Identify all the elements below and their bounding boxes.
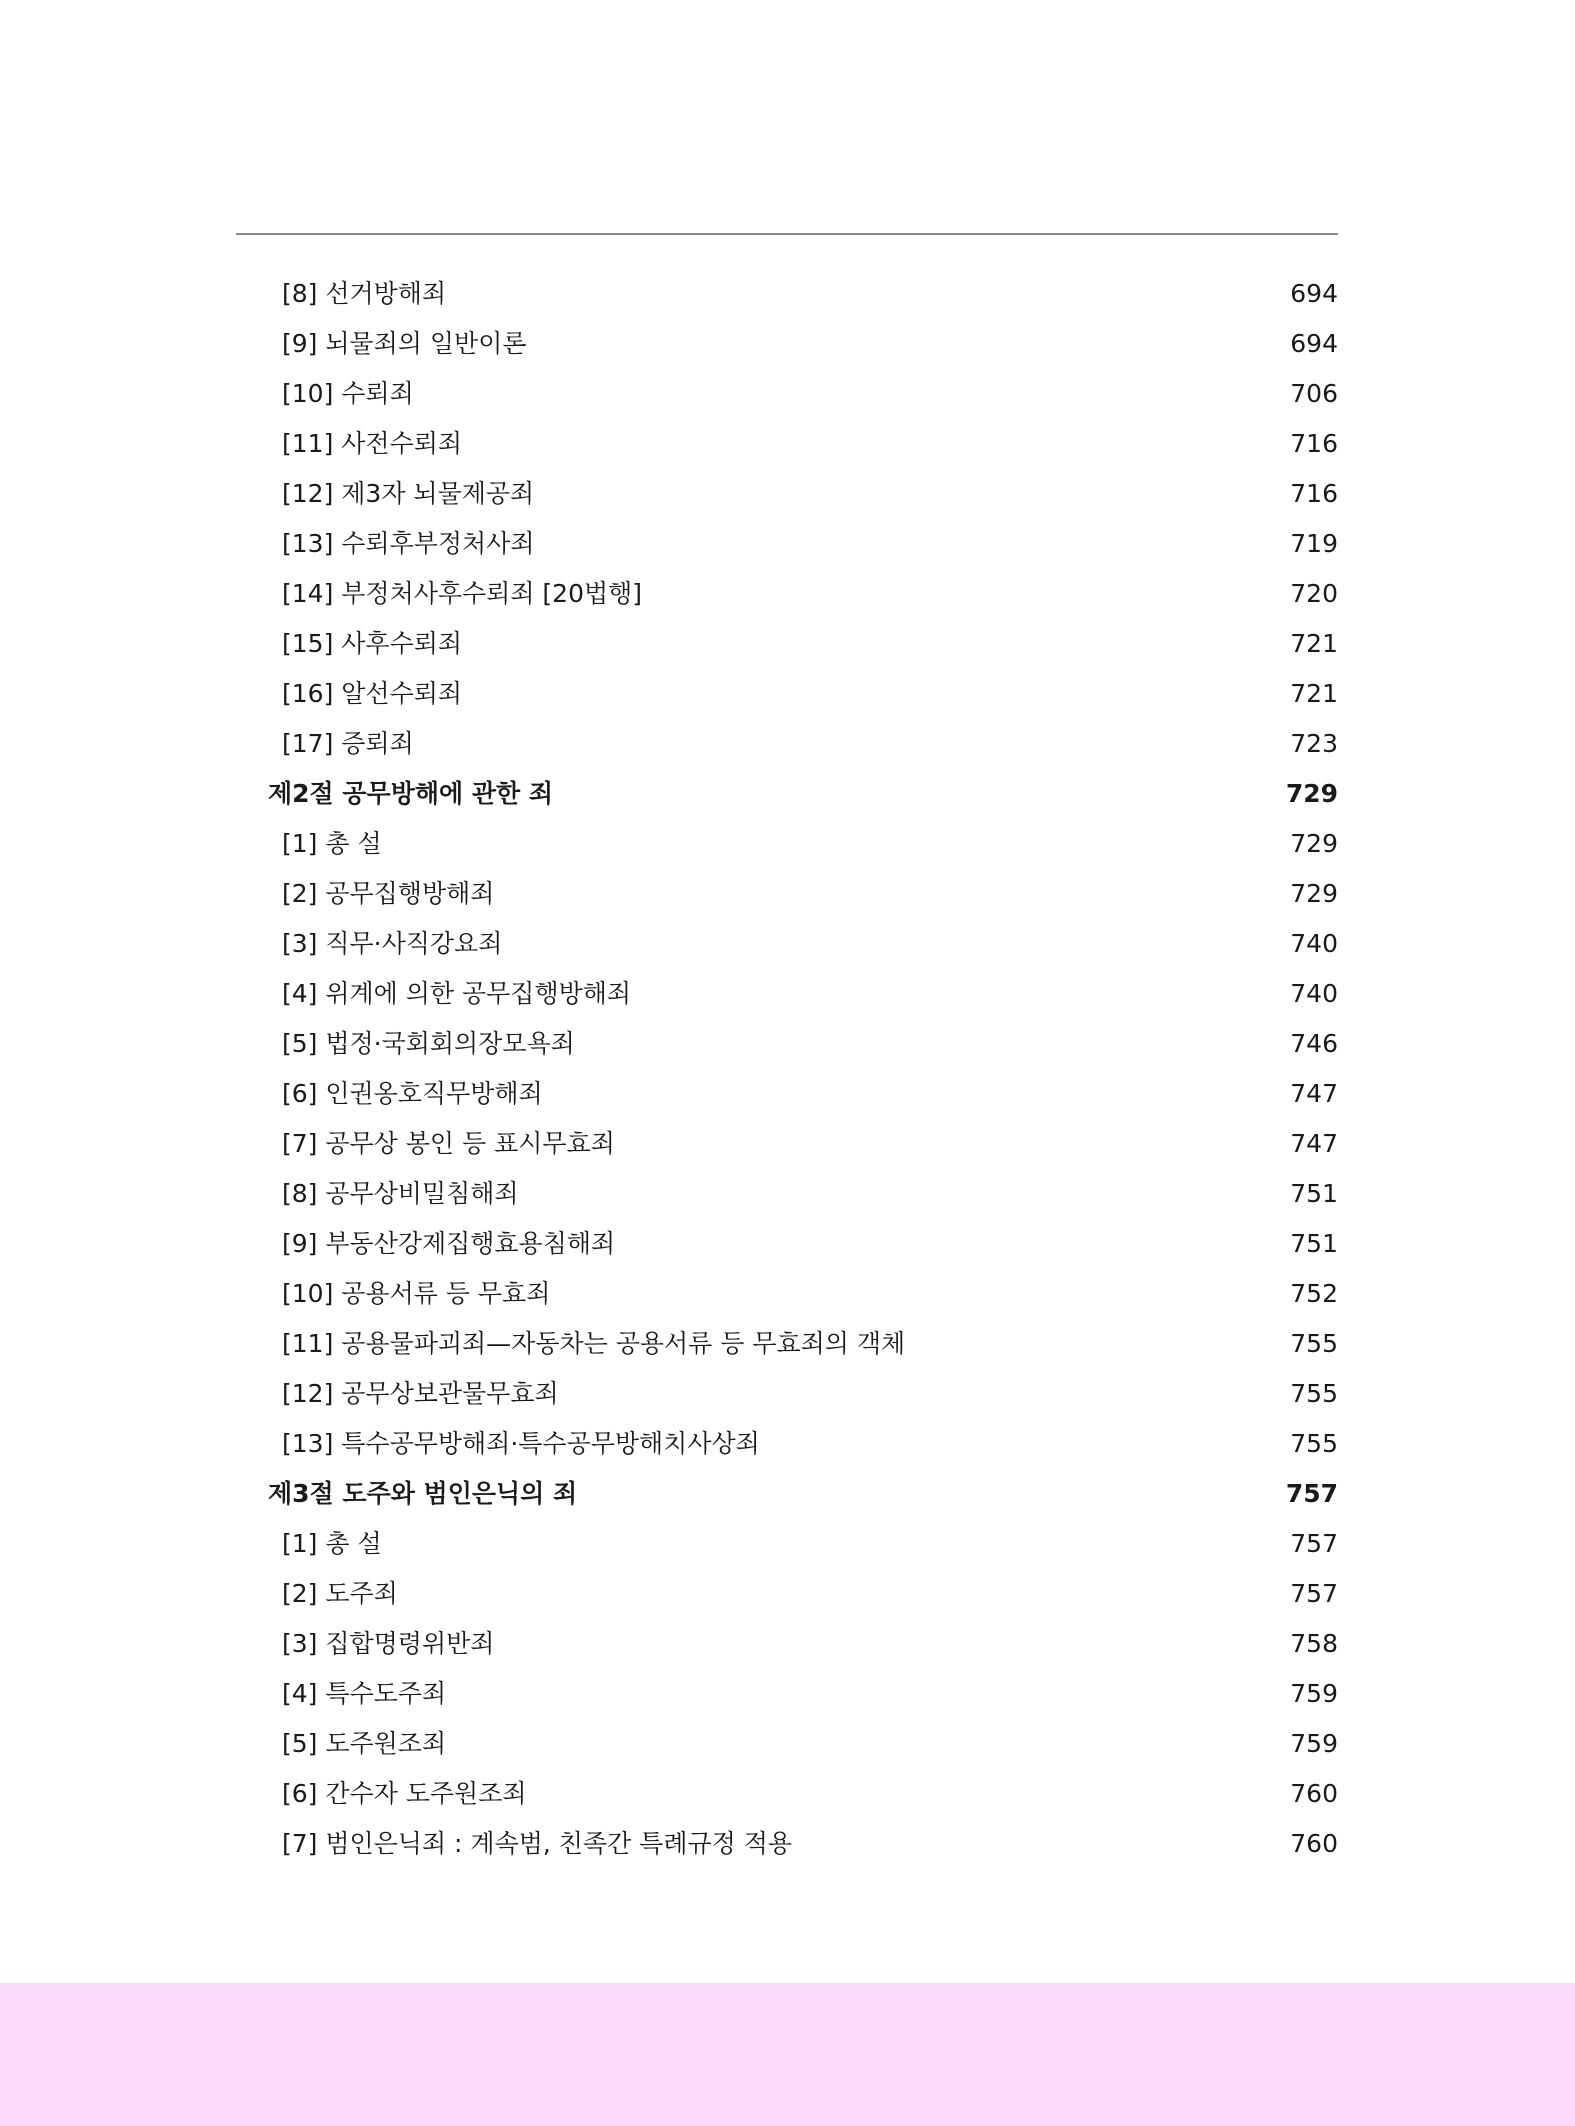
toc-entry-row — [236, 969, 1338, 1019]
toc-entry-row — [236, 1669, 1338, 1719]
toc-entry-row — [236, 1319, 1338, 1369]
toc-page-number: 755 — [1290, 1429, 1338, 1458]
toc-entry-title: [10] 수뢰죄 — [282, 379, 414, 408]
toc-page-number: 721 — [1290, 629, 1338, 658]
toc-page-number: 747 — [1290, 1079, 1338, 1108]
toc-entry-row — [236, 1119, 1338, 1169]
toc-page-number: 706 — [1290, 379, 1338, 408]
toc-entry-row — [236, 269, 1338, 319]
toc-page-number: 740 — [1290, 979, 1338, 1008]
toc-entry-row — [236, 1569, 1338, 1619]
toc-entry-title: [12] 공무상보관물무효죄 — [282, 1379, 559, 1408]
toc-entry-title: [14] 부정처사후수뢰죄 [20법행] — [282, 579, 643, 608]
toc-page-number: 719 — [1290, 529, 1338, 558]
toc-page-number: 723 — [1290, 729, 1338, 758]
toc-entry-row — [236, 1369, 1338, 1419]
toc-entry-row — [236, 1019, 1338, 1069]
toc-entry-row — [236, 1719, 1338, 1769]
toc-page-number: 716 — [1290, 429, 1338, 458]
toc-page-number: 757 — [1285, 1479, 1338, 1508]
toc-entry-title: [13] 수뢰후부정처사죄 — [282, 529, 535, 558]
table-of-contents — [236, 269, 1338, 1869]
toc-entry-title: [6] 간수자 도주원조죄 — [282, 1779, 527, 1808]
toc-entry-row — [236, 519, 1338, 569]
toc-page-number: 755 — [1290, 1379, 1338, 1408]
toc-page-number: 752 — [1290, 1279, 1338, 1308]
toc-entry-row — [236, 1419, 1338, 1469]
toc-entry-title: [1] 총 설 — [282, 1529, 382, 1558]
toc-page-number: 729 — [1290, 829, 1338, 858]
toc-section-row — [236, 1469, 1338, 1519]
toc-entry-title: [16] 알선수뢰죄 — [282, 679, 463, 708]
toc-entry-row — [236, 1069, 1338, 1119]
toc-page-number: 751 — [1290, 1179, 1338, 1208]
toc-entry-title: [8] 공무상비밀침해죄 — [282, 1179, 519, 1208]
toc-section-title: 제3절 도주와 범인은닉의 죄 — [268, 1479, 578, 1508]
toc-entry-title: [12] 제3자 뇌물제공죄 — [282, 479, 535, 508]
toc-page-number: 716 — [1290, 479, 1338, 508]
toc-page-number: 757 — [1290, 1529, 1338, 1558]
toc-entry-row — [236, 919, 1338, 969]
toc-page-number: 759 — [1290, 1679, 1338, 1708]
toc-entry-row — [236, 319, 1338, 369]
toc-entry-row — [236, 1819, 1338, 1869]
toc-page-number: 757 — [1290, 1579, 1338, 1608]
toc-entry-title: [13] 특수공무방해죄·특수공무방해치사상죄 — [282, 1429, 760, 1458]
toc-entry-title: [5] 도주원조죄 — [282, 1729, 447, 1758]
toc-entry-row — [236, 1269, 1338, 1319]
toc-entry-row — [236, 669, 1338, 719]
toc-entry-title: [7] 범인은닉죄 : 계속범, 친족간 특례규정 적용 — [282, 1829, 793, 1858]
toc-entry-title: [10] 공용서류 등 무효죄 — [282, 1279, 551, 1308]
toc-page-number: 729 — [1285, 779, 1338, 808]
toc-entry-row — [236, 419, 1338, 469]
toc-page-number: 747 — [1290, 1129, 1338, 1158]
toc-entry-row — [236, 369, 1338, 419]
toc-page-number: 721 — [1290, 679, 1338, 708]
toc-page-number: 694 — [1290, 329, 1338, 358]
toc-entry-row — [236, 619, 1338, 669]
toc-entry-title: [9] 뇌물죄의 일반이론 — [282, 329, 527, 358]
toc-section-title: 제2절 공무방해에 관한 죄 — [268, 779, 554, 808]
toc-entry-row — [236, 469, 1338, 519]
toc-entry-row — [236, 869, 1338, 919]
toc-entry-row — [236, 819, 1338, 869]
toc-section-row — [236, 769, 1338, 819]
toc-page-number: 755 — [1290, 1329, 1338, 1358]
toc-entry-title: [2] 공무집행방해죄 — [282, 879, 495, 908]
toc-entry-title: [11] 사전수뢰죄 — [282, 429, 463, 458]
toc-entry-row — [236, 1219, 1338, 1269]
toc-page-number: 746 — [1290, 1029, 1338, 1058]
toc-entry-row — [236, 1169, 1338, 1219]
footer-band — [0, 1983, 1575, 2126]
toc-entry-title: [4] 특수도주죄 — [282, 1679, 447, 1708]
toc-entry-title: [5] 법정·국회회의장모욕죄 — [282, 1029, 575, 1058]
toc-page-number: 729 — [1290, 879, 1338, 908]
toc-page-number: 720 — [1290, 579, 1338, 608]
toc-page-number: 760 — [1290, 1779, 1338, 1808]
toc-entry-title: [4] 위계에 의한 공무집행방해죄 — [282, 979, 632, 1008]
toc-page-number: 740 — [1290, 929, 1338, 958]
toc-entry-row — [236, 569, 1338, 619]
toc-page-number: 751 — [1290, 1229, 1338, 1258]
toc-entry-title: [15] 사후수뢰죄 — [282, 629, 463, 658]
toc-entry-title: [3] 직무·사직강요죄 — [282, 929, 503, 958]
toc-entry-row — [236, 1619, 1338, 1669]
toc-entry-row — [236, 719, 1338, 769]
toc-entry-title: [8] 선거방해죄 — [282, 279, 447, 308]
header-divider — [236, 233, 1338, 235]
toc-entry-title: [17] 증뢰죄 — [282, 729, 414, 758]
toc-entry-row — [236, 1519, 1338, 1569]
toc-entry-title: [9] 부동산강제집행효용침해죄 — [282, 1229, 616, 1258]
toc-page-number: 760 — [1290, 1829, 1338, 1858]
toc-entry-title: [3] 집합명령위반죄 — [282, 1629, 495, 1658]
toc-entry-title: [2] 도주죄 — [282, 1579, 398, 1608]
toc-entry-title: [11] 공용물파괴죄—자동차는 공용서류 등 무효죄의 객체 — [282, 1329, 906, 1358]
toc-page-number: 694 — [1290, 279, 1338, 308]
toc-page-number: 758 — [1290, 1629, 1338, 1658]
toc-page-number: 759 — [1290, 1729, 1338, 1758]
toc-entry-title: [7] 공무상 봉인 등 표시무효죄 — [282, 1129, 615, 1158]
toc-entry-title: [1] 총 설 — [282, 829, 382, 858]
toc-entry-row — [236, 1769, 1338, 1819]
toc-entry-title: [6] 인권옹호직무방해죄 — [282, 1079, 543, 1108]
